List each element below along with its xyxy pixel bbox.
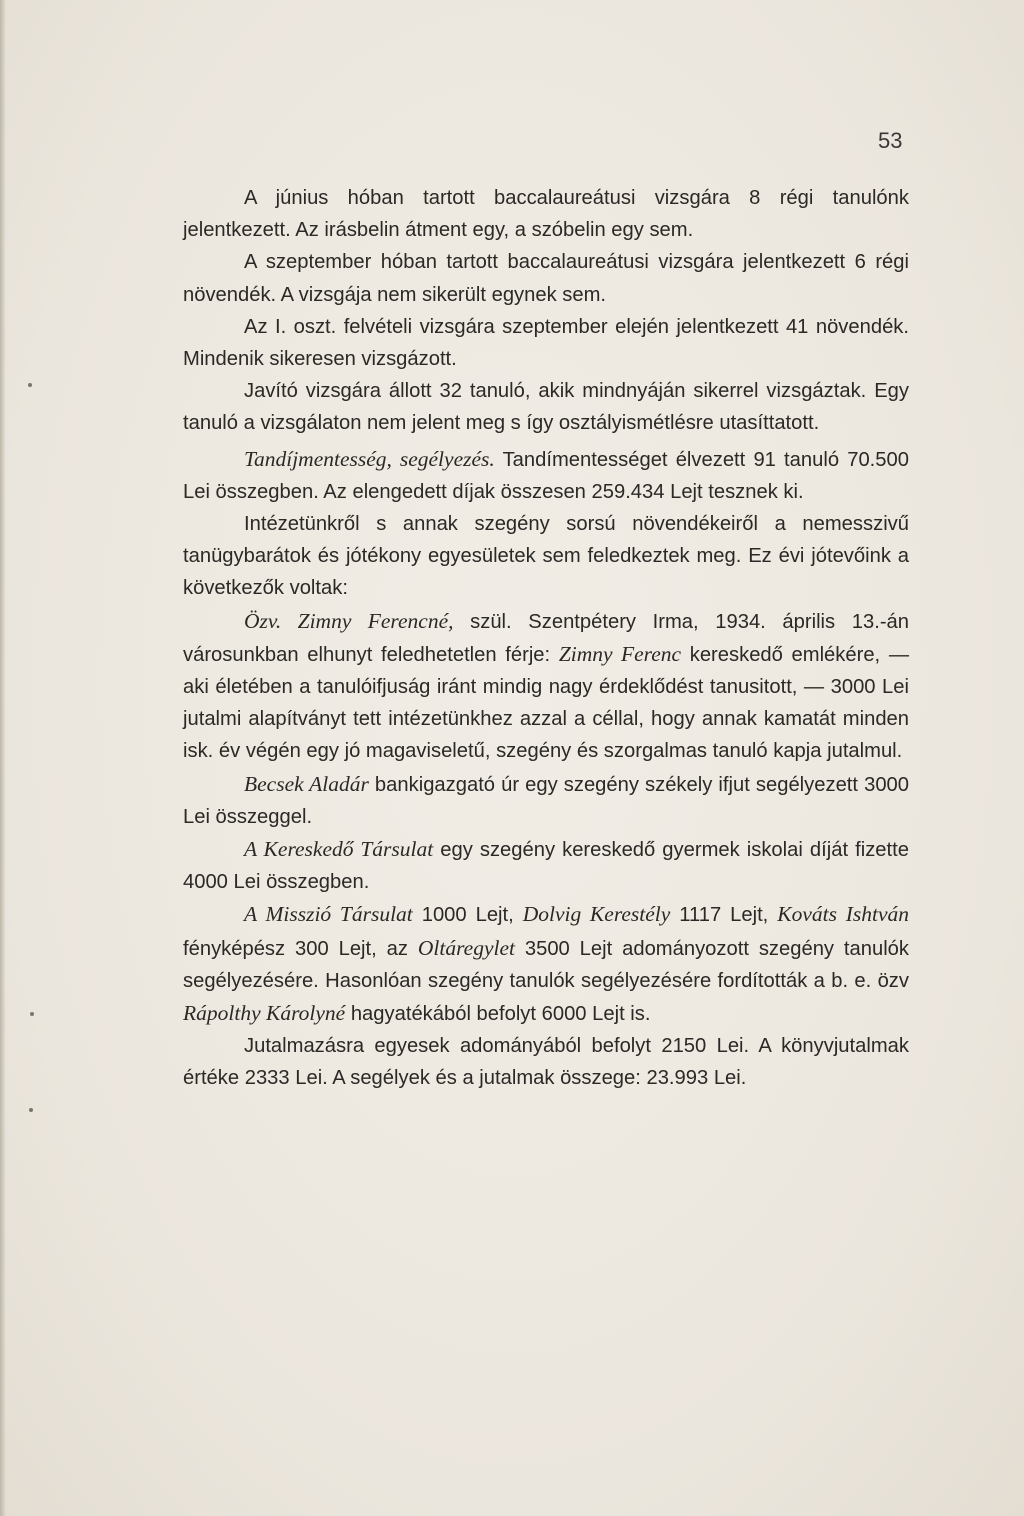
paragraph-resit-exam: Javító vizsgára állott 32 tanuló, akik mindnyáján sikerrel vizsgáztak. Egy tanuló a vizsgálaton nem jelent meg s így osztályismétlésre utasíttatott. (183, 380, 909, 435)
section-heading-tuition: Tandíjmentesség, segélyezés. (244, 446, 495, 471)
donation-text: 3500 Lejt adományozott szegény tanulók segélyezésére. Hasonlóan szegény tanulók segélyezésére fordították a b. e. özv (183, 937, 910, 992)
donation-text: kereskedő emlékére, — aki életében a tanulóifjuság iránt mindig nagy érdeklődést tanusitott, — 3000 Lei jutalmi alapítványt tett intézetünkhez azzal a céllal, hogy annak kamatát minden isk. év végén egy jó magaviseletű, szegény és szorgalmas tanuló kapja jutalmul. (183, 643, 910, 763)
donor-name: Kováts Ishtván (777, 902, 909, 927)
page-speck (30, 1012, 34, 1016)
donor-name: Oltáregylet (417, 935, 515, 960)
donation-text: 1000 Lejt, (412, 904, 523, 927)
donor-name: Özv. Zimny Ferencné, (244, 608, 454, 633)
paragraph-becsek-donation (183, 768, 909, 833)
paragraph-admission-exam: Az I. oszt. felvételi vizsgára szeptember elején jelentkezett 41 növendék. Mindenik sikeresen vizsgázott. (183, 315, 909, 371)
donation-text: fényképész 300 Lejt, az (183, 937, 418, 960)
page-speck (28, 383, 32, 387)
paragraph-benefactors: Intézetünkről s annak szegény sorsú növendékeiről a nemesszivű tanügybarátok és jótékony egyesületek sem feledkeztek meg. Ez évi jótevőink a következők voltak: (183, 513, 909, 600)
donor-name: Rápolthy Károlyné (183, 1001, 346, 1026)
donor-name: Dolvig Kerestély (522, 902, 671, 927)
paragraph-june-exam: A június hóban tartott baccalaureátusi vizsgára 8 régi tanulónk jelentkezett. Az irásbelin átment egy, a szóbelin egy sem. (183, 187, 909, 242)
paragraph-merchant-society-donation (183, 833, 909, 898)
tuition-text: Tandímentességet élvezett 91 tanuló 70.500 Lei összegben. Az elengedett díjak összesen 259.434 Lejt tesznek ki. (183, 448, 909, 503)
page-speck (29, 1108, 33, 1112)
paragraph-rewards-total: Jutalmazásra egyesek adományából befolyt 2150 Lei. A könyvjutalmak értéke 2333 Lei. A segélyek és a jutalmak összege: 23.993 Lei. (183, 1035, 909, 1090)
donor-name: A Misszió Társulat (244, 902, 413, 927)
body-text (183, 182, 909, 1095)
paragraph-other-donations (183, 898, 909, 1030)
donation-text: 1117 Lejt, (670, 904, 778, 927)
donation-text: egy szegény kereskedő gyermek iskolai díját fizette 4000 Lei összegben. (183, 839, 909, 894)
paragraph-september-exam: A szeptember hóban tartott baccalaureátusi vizsgára jelentkezett 6 régi növendék. A vizsgája nem sikerült egynek sem. (183, 251, 909, 306)
page-number: 53 (878, 128, 903, 153)
donor-name: Becsek Aladár (244, 771, 369, 796)
donor-name: Zimny Ferenc (558, 641, 682, 666)
donation-text: szül. Szentpétery Irma, 1934. április 13.-án városunkban elhunyt feledhetetlen férje: (183, 610, 910, 666)
paragraph-tuition-exemption (183, 443, 909, 508)
donation-text: hagyatékából befolyt 6000 Lejt is. (345, 1003, 651, 1026)
donor-name: A Kereskedő Társulat (244, 837, 434, 862)
paragraph-zimny-donation (183, 605, 909, 768)
donation-text: bankigazgató úr egy szegény székely ifjut segélyezett 3000 Lei összeggel. (183, 773, 909, 828)
